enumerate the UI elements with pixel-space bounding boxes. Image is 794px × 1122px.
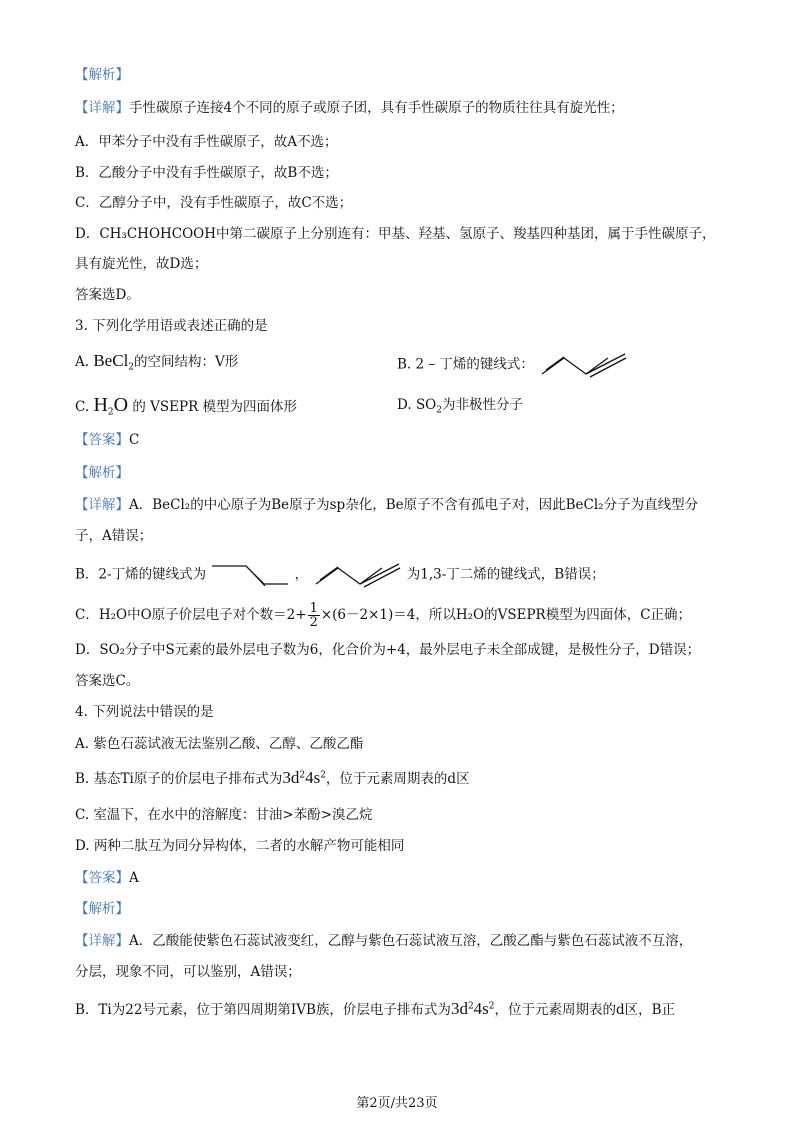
- q2-detail-line: [75, 99, 624, 117]
- q4-option-b-config-3d: 3d: [282, 768, 300, 787]
- q3-option-b-label: B.: [397, 356, 412, 373]
- q4-detail-b-config-4s: 4s: [473, 999, 489, 1018]
- q3-detail-c-prefix: C．H₂O中O原子价层电子对个数＝2+: [75, 607, 307, 623]
- q3-option-c-subscript: 2: [107, 407, 114, 418]
- q3-detail-c: [75, 602, 691, 629]
- q3-option-c-text: 的 VSEPR 模型为四面体形: [132, 399, 298, 415]
- q4-answer-tag: 【答案】: [75, 870, 129, 886]
- q3-detail-b: [75, 562, 605, 588]
- q4-detail-a-cont: 分层，现象不同，可以鉴别，A错误；: [75, 964, 301, 980]
- q4-detail-b-prefix: B．Ti为22号元素，位于第四周期第IVB族，价层电子排布式为: [75, 1002, 451, 1018]
- q4-option-d: D. 两种二肽互为同分异构体，二者的水解产物可能相同: [75, 838, 405, 854]
- half-fraction: [308, 602, 320, 629]
- answer-tag: 【答案】: [75, 432, 129, 448]
- q3-option-c-label: C.: [75, 399, 90, 415]
- q4-option-b-sup-1: 2: [299, 770, 306, 781]
- q2-conclusion: 答案选D。: [75, 287, 140, 303]
- q3-option-b-text: 2 – 丁烯的键线式：: [415, 356, 534, 373]
- q3-answer: C: [129, 432, 140, 448]
- q4-detail-b-sup-2: 2: [488, 1001, 495, 1012]
- fraction-numerator: 1: [309, 601, 318, 616]
- q2-detail-text: 手性碳原子连接4个不同的原子或原子团，具有手性碳原子的物质往往具有旋光性；: [129, 100, 624, 116]
- q3-stem: 3. 下列化学用语或表述正确的是: [75, 318, 268, 334]
- butadiene-skeletal-formula: [538, 352, 628, 378]
- q2-option-b-explanation: B．乙酸分子中没有手性碳原子，故B不选；: [75, 165, 338, 181]
- q4-answer: A: [129, 870, 139, 886]
- q2-option-d-explanation-cont: 具有旋光性，故D选；: [75, 256, 208, 272]
- q3-option-d-formula: SO: [415, 397, 437, 413]
- q3-detail-d: D．SO₂分子中S元素的最外层电子数为6，化合价为+4，最外层电子未全部成键，是极性分子，D错误；: [75, 642, 701, 658]
- q4-analysis-tag: 【解析】: [75, 901, 129, 917]
- q4-detail-b: [75, 1000, 675, 1019]
- q3-analysis-tag: 【解析】: [75, 465, 129, 481]
- q3-option-a: [75, 352, 238, 371]
- q3-detail-b-suffix: 为1,3-丁二烯的键线式，B错误；: [406, 566, 605, 583]
- q4-detail-a: [75, 932, 692, 950]
- q3-detail-tag: 【详解】: [75, 497, 129, 513]
- q3-option-a-text: 的空间结构：V形: [134, 354, 239, 370]
- q3-detail-a-cont: 子，A错误；: [75, 528, 153, 544]
- q4-detail-b-suffix: ，位于元素周期表的d区，B正: [494, 1002, 676, 1018]
- q3-answer-line: [75, 431, 139, 449]
- q3-option-d: [397, 396, 523, 414]
- q2-option-d-explanation: D．CH₃CHOHCOOH中第二碳原子上分别连有：甲基、羟基、氢原子、羧基四种基团，属于手性碳原子，: [75, 226, 716, 242]
- q4-stem: 4. 下列说法中错误的是: [75, 704, 214, 720]
- page-footer: 第2页/共23页: [356, 1096, 438, 1111]
- analysis-tag: 【解析】: [75, 67, 129, 83]
- q3-option-a-label: A.: [75, 354, 90, 370]
- q2-option-a-explanation: A．甲苯分子中没有手性碳原子，故A不选；: [75, 134, 338, 150]
- q3-option-d-text: 为非极性分子: [442, 397, 523, 413]
- butadiene-skeletal-formula-2: [312, 562, 402, 588]
- q2-option-c-explanation: C．乙醇分子中，没有手性碳原子，故C不选；: [75, 195, 353, 211]
- q3-detail-b-comma: ，: [294, 566, 309, 583]
- q3-option-c-formula-h: H: [93, 394, 108, 416]
- q4-detail-tag: 【详解】: [75, 933, 129, 949]
- q4-answer-line: [75, 869, 139, 887]
- 2-butene-skeletal-formula: [210, 562, 290, 588]
- q3-conclusion: 答案选C。: [75, 673, 140, 689]
- q3-detail-a: [75, 496, 698, 514]
- q4-detail-a-text: A．乙酸能使紫色石蕊试液变红，乙醇与紫色石蕊试液互溶，乙酸乙酯与紫色石蕊试液不互溶，: [129, 933, 693, 949]
- q4-option-c: C. 室温下，在水中的溶解度：甘油>苯酚>溴乙烷: [75, 807, 373, 823]
- fraction-denominator: 2: [309, 615, 318, 630]
- q3-option-d-label: D.: [397, 397, 412, 413]
- q4-option-b-suffix: ，位于元素周期表的d区: [325, 771, 470, 787]
- q3-option-a-subscript: 2: [128, 362, 135, 373]
- q4-detail-b-sup-1: 2: [467, 1001, 474, 1012]
- q3-option-c: [75, 396, 297, 416]
- q3-detail-c-suffix: ×(6－2×1)＝4，所以H₂O的VSEPR模型为四面体，C正确；: [320, 607, 692, 623]
- q4-option-b-config-4s: 4s: [305, 768, 321, 787]
- q3-detail-a-text: A．BeCl₂的中心原子为Be原子为sp杂化，Be原子不含有孤电子对，因此BeCl₂分子为直线型分: [129, 497, 699, 513]
- q3-option-b: [397, 352, 628, 378]
- q4-option-a: A. 紫色石蕊试液无法鉴别乙酸、乙醇、乙酸乙酯: [75, 736, 364, 752]
- detail-tag: 【详解】: [75, 100, 129, 116]
- q3-option-a-formula: BeCl: [93, 351, 129, 370]
- q4-option-b-prefix: B. 基态Ti原子的价层电子排布式为: [75, 771, 283, 787]
- q4-detail-b-config-3d: 3d: [450, 999, 468, 1018]
- q4-option-b-sup-2: 2: [320, 770, 326, 781]
- q4-option-b: [75, 769, 470, 788]
- q3-detail-b-prefix: B．2-丁烯的键线式为: [75, 566, 207, 583]
- q3-option-d-subscript: 2: [436, 405, 442, 416]
- q3-option-c-formula-o: O: [113, 394, 129, 416]
